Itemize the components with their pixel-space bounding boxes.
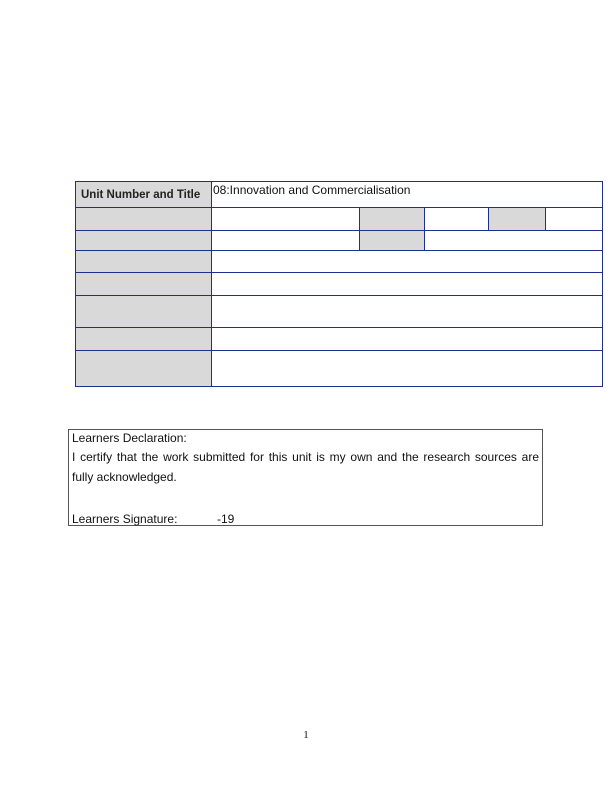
row8-value-cell (212, 351, 603, 387)
declaration-title: Learners Declaration: (72, 431, 187, 445)
row3-value-cell-a (212, 231, 360, 251)
row5-value-cell (212, 273, 603, 296)
signature-label: Learners Signature: (72, 512, 178, 526)
row2-value-cell-b (425, 208, 489, 231)
assignment-cover-table (75, 181, 603, 387)
row2-value-cell-c (546, 208, 603, 231)
row2-label-cell (76, 208, 212, 231)
row4-value-cell (212, 251, 603, 273)
row4-label-cell (76, 251, 212, 273)
row2-value-cell-a (212, 208, 360, 231)
signature-value: -19 (217, 512, 235, 526)
declaration-statement: I certify that the work submitted for this unit is my own and the research sources are fully acknowledged. (72, 450, 539, 484)
row3-value-cell-b (425, 231, 603, 251)
row5-label-cell (76, 273, 212, 296)
row3-label-cell-b (360, 231, 425, 251)
row7-value-cell (212, 328, 603, 351)
row6-value-cell (212, 296, 603, 328)
unit-number-title-value: 08:Innovation and Commercialisation (212, 182, 603, 208)
page-number: 1 (303, 729, 309, 741)
row2-label-cell-b (360, 208, 425, 231)
unit-number-title-label: Unit Number and Title (76, 182, 212, 208)
signature-row (72, 512, 234, 526)
row7-label-cell (76, 328, 212, 351)
row6-label-cell (76, 296, 212, 328)
learners-declaration-box (68, 429, 543, 526)
row3-label-cell (76, 231, 212, 251)
row2-label-cell-c (489, 208, 546, 231)
row8-label-cell (76, 351, 212, 387)
